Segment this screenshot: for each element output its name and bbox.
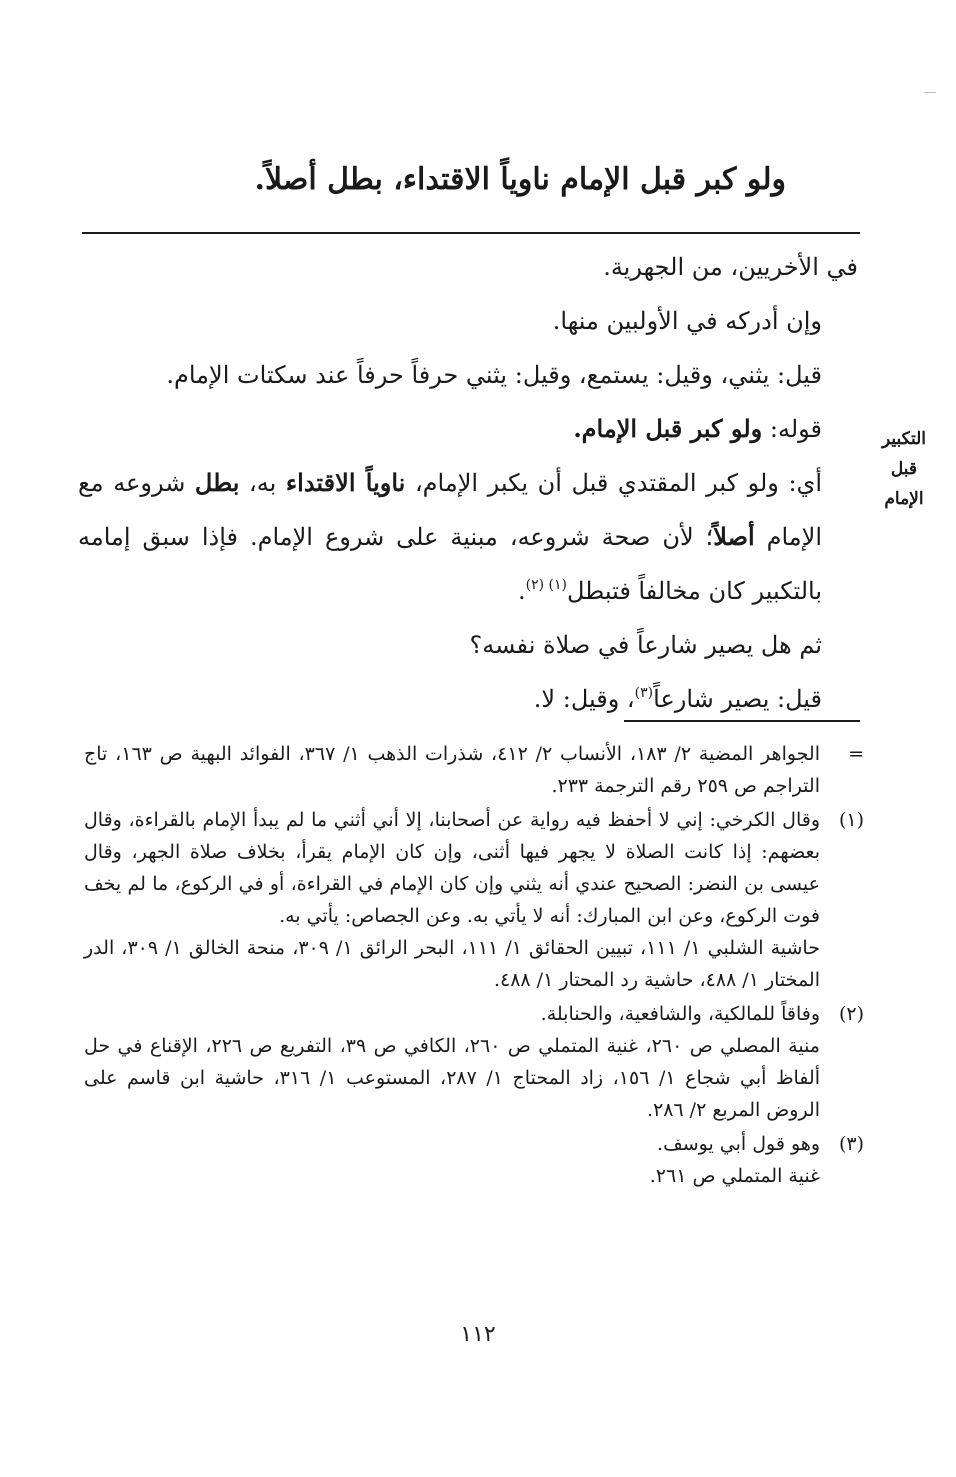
footnote-1	[84, 804, 864, 996]
margin-label	[866, 424, 942, 514]
p7-text-a: قيل: يصير شارعاً	[653, 685, 822, 713]
footnote-line: وقال الكرخي: إني لا أحفظ فيه رواية عن أصحابنا، إلا أني أثني ما لم يبدأ الإمام بالقراءة، وقال بعضهم: إذا كانت الصلاة لا يجهر فيها أثنى، وإن كان الإمام يقرأ، بخلاف صلاة الجهر، وقال عيسى بن النضر: الصحيح عندي أنه يثني وإن كان الإمام في القراءة، أو في الركوع، ما لم يخف فوت الركوع، وعن ابن المبارك: أنه لا يأتي به. وعن الجصاص: يأتي به.	[84, 809, 820, 927]
footnote-line: غنية المتملي ص ٢٦١.	[649, 1165, 820, 1187]
heading-divider	[82, 232, 860, 234]
p5-text-c: به،	[239, 469, 286, 497]
paragraph-5	[78, 456, 858, 618]
commentary-body	[78, 240, 858, 726]
footnote-text	[84, 998, 820, 1126]
footnote-line: الجواهر المضية ٢/ ١٨٣، الأنساب ٢/ ٤١٢، شذرات الذهب ١/ ٣٦٧، الفوائد البهية ص ١٦٣، تاج التراجم ص ٢٥٩ رقم الترجمة ٢٣٣.	[84, 743, 820, 797]
footnote-mark: (١)	[838, 809, 864, 831]
quote-intro: قوله:	[762, 415, 822, 443]
page-number: ١١٢	[460, 1322, 496, 1347]
margin-label-line-1: التكبير	[881, 429, 927, 449]
p5-text-e: شروعه مع الإمام	[78, 469, 823, 551]
footnote-ref-3: (٣)	[634, 685, 654, 701]
footnote-text	[84, 804, 820, 996]
footnote-mark: (٢)	[838, 1003, 864, 1025]
footnote-mark: =	[848, 743, 864, 765]
footnote-line: وفاقاً للمالكية، والشافعية، والحنابلة.	[540, 1003, 820, 1025]
quoted-matn: ولو كبر قبل الإمام.	[573, 414, 763, 443]
footnote-line: حاشية الشلبي ١/ ١١١، تبيين الحقائق ١/ ١١١، البحر الرائق ١/ ٣٠٩، منحة الخالق ١/ ٣٠٩، الدر المختار ١/ ٤٨٨، حاشية رد المحتار ١/ ٤٨٨.	[84, 937, 820, 991]
margin-label-line-3: الإمام	[884, 489, 924, 509]
margin-label-line-2: قبل	[890, 459, 918, 479]
footnote-ref-1-2: (١) (٢)	[525, 577, 567, 593]
footnote-text	[84, 1128, 820, 1192]
matn-heading: ولو كبر قبل الإمام ناوياً الاقتداء، بطل أصلاً.	[254, 162, 786, 197]
paragraph-6: ثم هل يصير شارعاً في صلاة نفسه؟	[469, 631, 822, 659]
p5-bold-f: أصلاً	[713, 522, 755, 551]
p5-bold-b: ناوياً الاقتداء	[285, 468, 406, 497]
paragraph-7	[78, 672, 858, 726]
footnote-line: وهو قول أبي يوسف.	[657, 1133, 820, 1155]
scan-mark	[924, 92, 936, 93]
p5-end: .	[517, 577, 526, 605]
paragraph-4	[78, 402, 858, 456]
footnote-line: منية المصلي ص ٢٦٠، غنية المتملي ص ٢٦٠، الكافي ص ٣٩، التفريع ص ٢٢٦، الإقناع في حل ألفاظ أبي شجاع ١/ ١٥٦، زاد المحتاج ١/ ٢٨٧، المستوعب ١/ ٣١٦، حاشية ابن قاسم على الروض المربع ٢/ ٢٨٦.	[84, 1035, 820, 1121]
p5-bold-d: بطل	[194, 468, 240, 497]
footnote-mark: (٣)	[838, 1133, 864, 1155]
footnote-text	[84, 738, 820, 802]
footnote-divider	[624, 720, 860, 722]
footnote-continued	[84, 738, 864, 802]
paragraph-3: قيل: يثني، وقيل: يستمع، وقيل: يثني حرفاً حرفاً عند سكتات الإمام.	[166, 361, 822, 389]
footnote-3	[84, 1128, 864, 1192]
footnotes	[84, 738, 864, 1194]
footnote-2	[84, 998, 864, 1126]
p5-text-g: ؛ لأن صحة شروعه، مبنية على شروع الإمام. فإذا سبق إمامه بالتكبير كان مخالفاً فتبطل	[78, 523, 822, 605]
p7-text-b: ، وقيل: لا.	[533, 685, 635, 713]
paragraph-1: في الأخريين، من الجهرية.	[603, 253, 858, 281]
paragraph-2: وإن أدركه في الأولبين منها.	[552, 307, 822, 335]
p5-text-a: أي: ولو كبر المقتدي قبل أن يكبر الإمام،	[405, 469, 822, 497]
